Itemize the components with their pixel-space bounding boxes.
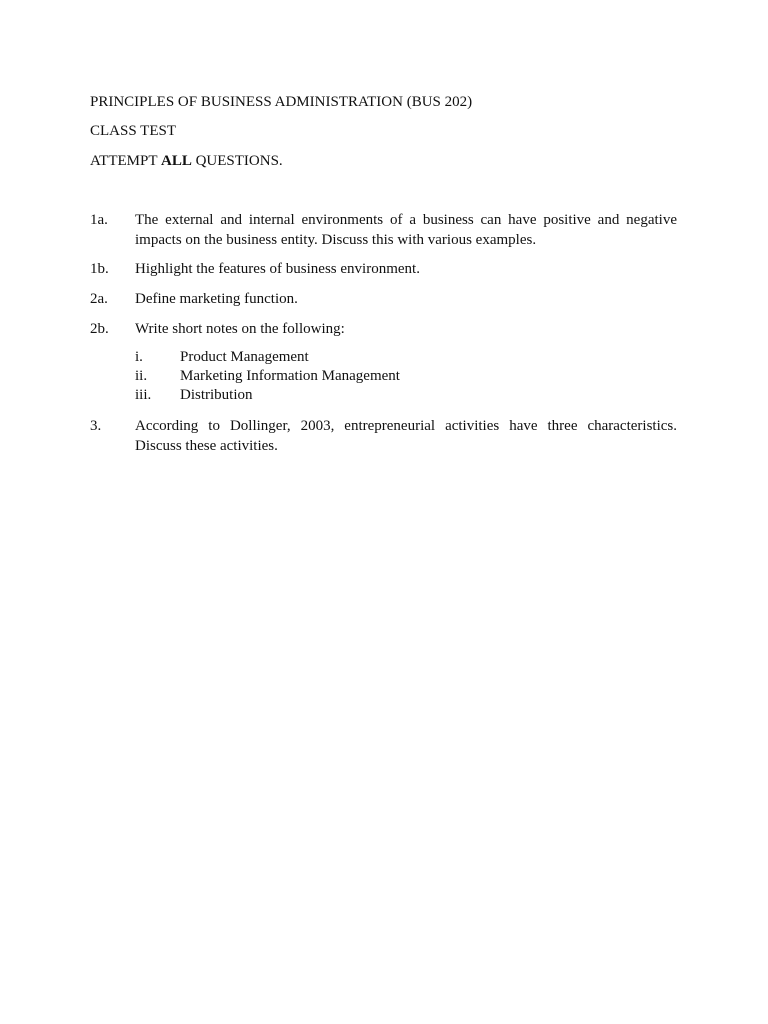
list-item-text: Distribution — [180, 387, 253, 403]
test-type: CLASS TEST — [90, 123, 176, 139]
question-3 — [90, 416, 677, 456]
question-text: Define marketing function. — [135, 291, 298, 307]
question-1b — [90, 259, 677, 279]
list-item-text: Marketing Information Management — [180, 368, 400, 384]
question-text: Highlight the features of business environment. — [135, 261, 420, 277]
list-numeral: ii. — [135, 368, 148, 384]
question-text: Write short notes on the following: — [135, 321, 345, 337]
question-2a — [90, 289, 677, 309]
question-1a — [90, 210, 677, 250]
list-item — [135, 367, 535, 386]
list-numeral: iii. — [135, 387, 152, 403]
instructions — [90, 151, 283, 171]
question-2b — [90, 319, 677, 339]
question-2b-sublist — [135, 348, 535, 405]
question-text: The external and internal environments of a business can have positive and negative impacts on the business entity. Discuss this with various examples. — [135, 212, 677, 248]
list-numeral: i. — [135, 349, 143, 365]
question-number: 1b. — [90, 261, 109, 277]
question-number: 3. — [90, 418, 102, 434]
list-item — [135, 348, 535, 367]
course-title: PRINCIPLES OF BUSINESS ADMINISTRATION (BUS 202) — [90, 94, 473, 110]
question-number: 2b. — [90, 321, 109, 337]
list-item — [135, 386, 535, 405]
question-text: According to Dollinger, 2003, entrepreneurial activities have three characteristics. Discuss these activities. — [135, 418, 677, 454]
instruction-suffix: QUESTIONS. — [191, 153, 283, 169]
question-number: 2a. — [90, 291, 108, 307]
instruction-prefix: ATTEMPT — [90, 153, 161, 169]
list-item-text: Product Management — [180, 349, 309, 365]
question-number: 1a. — [90, 212, 108, 228]
instruction-emphasis: ALL — [160, 153, 192, 169]
